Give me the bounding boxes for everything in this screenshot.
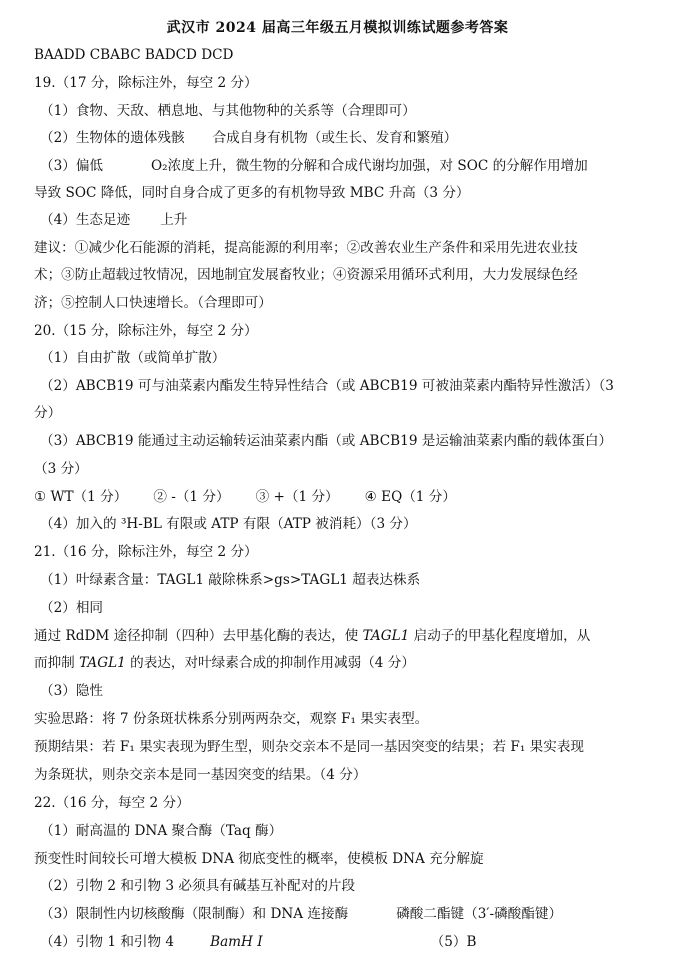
- q19-suggestion-line-1: 建议：①减少化石能源的消耗，提高能源的利用率；②改善农业生产条件和采用先进农业技: [34, 240, 578, 256]
- q21-explanation-line-1: [34, 627, 644, 645]
- q20-circled-answers: [34, 488, 644, 506]
- q19-answer-4a: （4）生态足迹: [40, 212, 131, 228]
- q20-answer-1: （1）自由扩散（或简单扩散）: [40, 350, 226, 366]
- q19-header: 19.（17 分，除标注外，每空 2 分）: [34, 75, 258, 91]
- q21-answer-3: （3）隐性: [40, 683, 104, 699]
- choice-answers: BAADD CBABC BADCD DCD: [34, 47, 234, 63]
- q21-p2-text-a: 而抑制: [34, 655, 80, 671]
- q20-answer-2b: 分）: [34, 405, 62, 421]
- q22-answer-3b: 磷酸二酯键（3′-磷酸酯键）: [396, 906, 563, 922]
- q19-answer-1: （1）食物、天敌、栖息地、与其他物种的关系等（合理即可）: [40, 103, 416, 119]
- q20-answer-4: （4）加入的 ³H-BL 有限或 ATP 有限（ATP 被消耗）（3 分）: [40, 516, 417, 532]
- q19-suggestion-line-2: 术；③防止超载过牧情况，因地制宜发展畜牧业；④资源采用循环式利用，大力发展绿色经: [34, 267, 578, 283]
- q21-header: 21.（16 分，除标注外，每空 2 分）: [34, 544, 258, 560]
- q22-answer-4a: （4）引物 1 和引物 4: [40, 934, 175, 950]
- q21-answer-2: （2）相同: [40, 600, 104, 616]
- q21-answer-1: （1）叶绿素含量：TAGL1 敲除株系>gs>TAGL1 超表达株系: [40, 572, 421, 588]
- q21-expected-result-1: 预期结果：若 F₁ 果实表现为野生型，则杂交亲本不是同一基因突变的结果；若 F₁ 果实表现: [34, 739, 585, 755]
- q20-answer-3b: （3 分）: [34, 461, 88, 477]
- q21-p1-text-a: 通过 RdDM 途径抑制（四种）去甲基化酶的表达，使: [34, 628, 363, 644]
- q21-p1-text-b: 启动子的甲基化程度增加，从: [409, 628, 591, 644]
- q20-circled-4: ④ EQ（1 分）: [364, 489, 456, 505]
- q22-answer-3: [40, 905, 650, 923]
- q20-circled-3: ③ +（1 分）: [255, 489, 339, 505]
- q22-answer-2: （2）引物 2 和引物 3 必须具有碱基互补配对的片段: [40, 878, 356, 894]
- q19-answer-3: [40, 157, 650, 175]
- q20-circled-2: ② -（1 分）: [153, 489, 230, 505]
- q19-suggestion-line-3: 济；⑤控制人口快速增长。（合理即可）: [34, 295, 272, 311]
- q19-answer-2b: 合成自身有机物（或生长、发育和繁殖）: [212, 130, 458, 146]
- q21-p2-text-b: 的表达，对叶绿素合成的抑制作用减弱（4 分）: [125, 655, 415, 671]
- page-title: 武汉市 2024 届高三年级五月模拟训练试题参考答案: [166, 20, 509, 36]
- q21-expected-result-2: 为条斑状，则杂交亲本是同一基因突变的结果。（4 分）: [34, 767, 367, 783]
- q19-answer-3a: （3）偏低: [40, 158, 104, 174]
- q22-explanation: 预变性时间较长可增大模板 DNA 彻底变性的概率，使模板 DNA 充分解旋: [34, 851, 484, 867]
- q21-experiment-idea: 实验思路：将 7 份条斑状株系分别两两杂交，观察 F₁ 果实表型。: [34, 711, 429, 727]
- q22-answer-4b: BamH I: [210, 934, 263, 950]
- q22-header: 22.（16 分，每空 2 分）: [34, 795, 190, 811]
- q20-header: 20.（15 分，除标注外，每空 2 分）: [34, 323, 258, 339]
- q20-circled-1: ① WT（1 分）: [34, 489, 128, 505]
- q22-answer-4: [40, 933, 650, 951]
- q22-answer-5: （5）B: [430, 934, 477, 950]
- q22-answer-3a: （3）限制性内切核酸酶（限制酶）和 DNA 连接酶: [40, 906, 349, 922]
- q19-answer-3c: 导致 SOC 降低，同时自身合成了更多的有机物导致 MBC 升高（3 分）: [34, 185, 470, 201]
- q20-answer-2a: （2）ABCB19 可与油菜素内酯发生特异性结合（或 ABCB19 可被油菜素内酯特异性激活）（3: [40, 378, 614, 394]
- gene-name: TAGL1: [362, 628, 410, 644]
- q20-answer-3a: （3）ABCB19 能通过主动运输转运油菜素内酯（或 ABCB19 是运输油菜素内酯的载体蛋白）: [40, 433, 613, 449]
- q19-answer-4b: 上升: [160, 212, 188, 228]
- q19-answer-2: [40, 129, 650, 147]
- q22-answer-1: （1）耐高温的 DNA 聚合酶（Taq 酶）: [40, 823, 283, 839]
- gene-name: TAGL1: [79, 655, 126, 671]
- q21-explanation-line-2: [34, 654, 644, 672]
- q19-answer-2a: （2）生物体的遗体残骸: [40, 130, 185, 146]
- q19-answer-3b: O₂浓度上升，微生物的分解和合成代谢均加强，对 SOC 的分解作用增加: [151, 158, 588, 174]
- q19-answer-4: [40, 211, 650, 229]
